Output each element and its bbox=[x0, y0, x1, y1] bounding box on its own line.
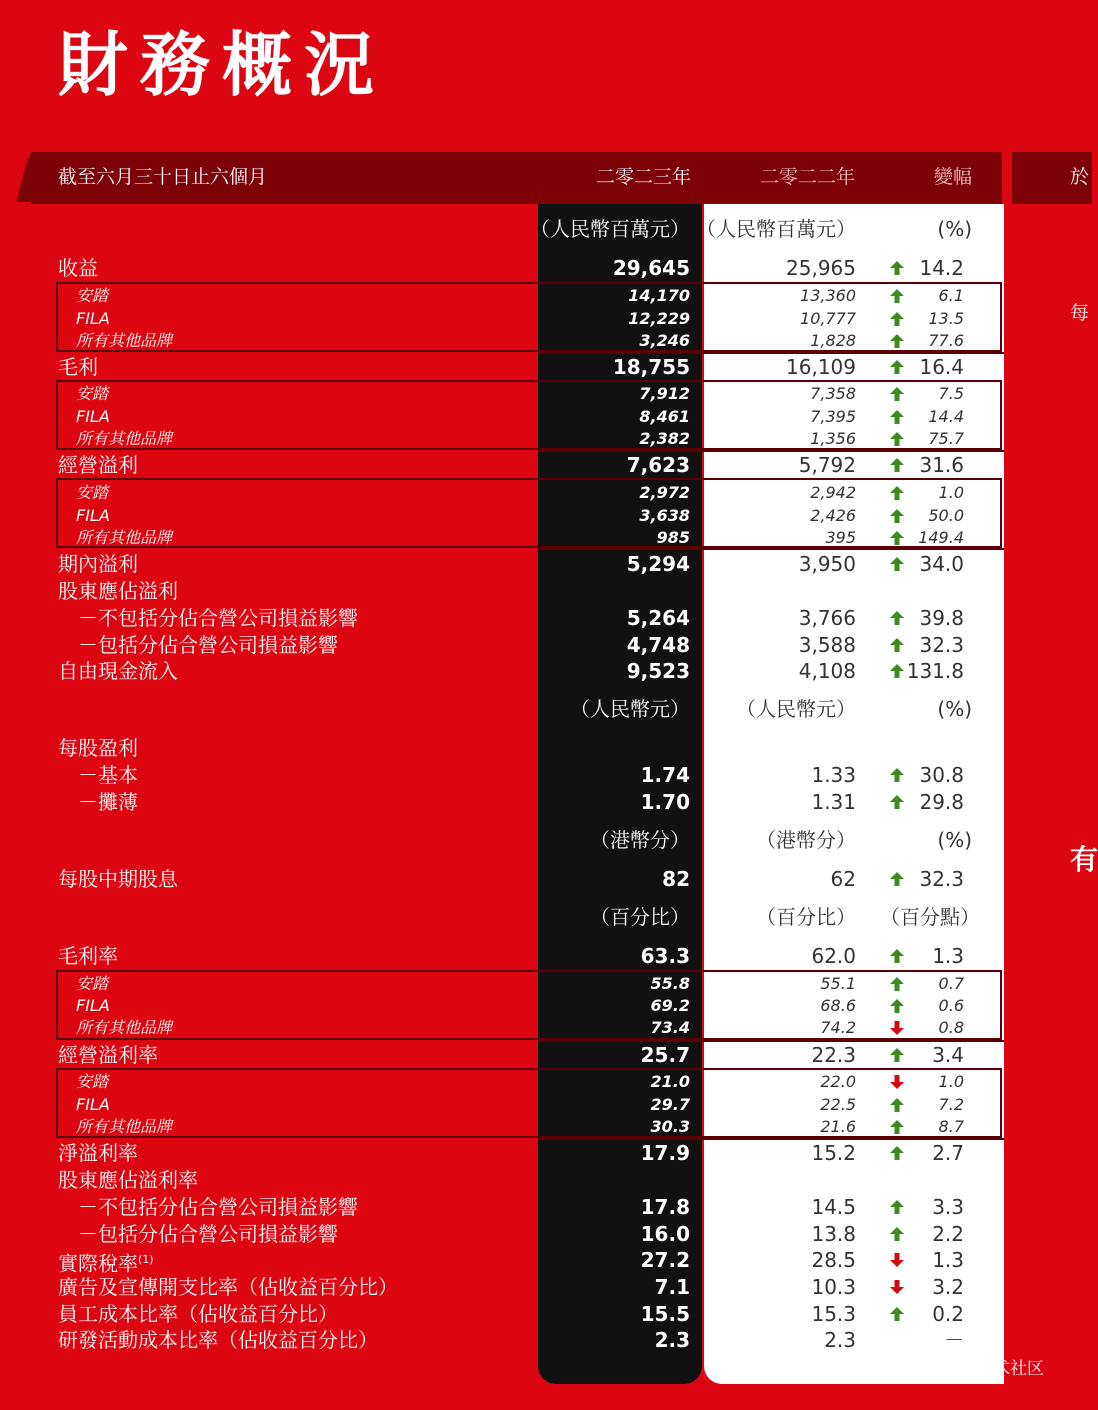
fcf-2023: 9,523 bbox=[626, 659, 690, 683]
revenue-anta-up-arrow-icon bbox=[889, 288, 905, 304]
page-title: 財務概況 bbox=[58, 24, 386, 106]
opm-other-label: 所有其他品牌 bbox=[76, 1117, 173, 1136]
unit-change: (%) bbox=[937, 217, 972, 241]
attrib-excl-label: －不包括分佔合營公司損益影響 bbox=[78, 606, 358, 630]
attrib-excl-up-arrow-icon bbox=[889, 610, 905, 626]
attr-margin-excl-2023: 17.8 bbox=[640, 1195, 690, 1219]
opm-fila-2022: 22.5 bbox=[820, 1095, 856, 1114]
unit-2023-hkc: （港幣分） bbox=[590, 828, 690, 852]
attrib-excl-2023: 5,264 bbox=[626, 606, 690, 630]
revenue-fila-2023: 12,229 bbox=[628, 309, 690, 328]
opm-fila-change: 7.2 bbox=[938, 1095, 964, 1114]
unit-2022-rmb: （人民幣元） bbox=[736, 697, 856, 721]
npm-2022: 15.2 bbox=[811, 1141, 856, 1165]
op-fila-up-arrow-icon bbox=[889, 508, 905, 524]
eps-label: 每股盈利 bbox=[58, 736, 138, 760]
op-2022: 5,792 bbox=[798, 453, 856, 477]
adv-down-arrow-icon bbox=[889, 1279, 905, 1295]
section-separator bbox=[538, 548, 1004, 550]
op-other-up-arrow-icon bbox=[889, 530, 905, 546]
adv-change: 3.2 bbox=[932, 1275, 964, 1299]
revenue-anta-2023: 14,170 bbox=[628, 286, 690, 305]
op-fila-2023: 3,638 bbox=[639, 506, 690, 525]
revenue-change: 14.2 bbox=[919, 256, 964, 280]
dps-up-arrow-icon bbox=[889, 871, 905, 887]
profit-up-arrow-icon bbox=[889, 556, 905, 572]
op-anta-change: 1.0 bbox=[938, 483, 964, 502]
adv-label: 廣告及宣傳開支比率（佔收益百分比） bbox=[58, 1275, 398, 1299]
fcf-2022: 4,108 bbox=[798, 659, 856, 683]
gpm-fila-2023: 69.2 bbox=[650, 996, 690, 1015]
attrib-incl-2022: 3,588 bbox=[798, 633, 856, 657]
fcf-up-arrow-icon bbox=[889, 663, 905, 679]
gpm-other-2023: 73.4 bbox=[650, 1018, 690, 1037]
revenue-other-up-arrow-icon bbox=[889, 333, 905, 349]
opm-other-2023: 30.3 bbox=[650, 1117, 690, 1136]
tax-change: 1.3 bbox=[932, 1248, 964, 1272]
gp-fila-2023: 8,461 bbox=[639, 407, 690, 426]
attr-margin-label: 股東應佔溢利率 bbox=[58, 1168, 198, 1192]
opm-anta-change: 1.0 bbox=[938, 1072, 964, 1091]
op-anta-up-arrow-icon bbox=[889, 485, 905, 501]
fcf-label: 自由現金流入 bbox=[58, 659, 178, 683]
rnd-2023: 2.3 bbox=[654, 1328, 690, 1352]
unit-2022: （人民幣百萬元） bbox=[696, 217, 856, 241]
opm-label: 經營溢利率 bbox=[58, 1043, 158, 1067]
revenue-2023: 29,645 bbox=[612, 256, 690, 280]
op-2023: 7,623 bbox=[626, 453, 690, 477]
op-label: 經營溢利 bbox=[58, 453, 138, 477]
tax-footnote-marker: (1) bbox=[138, 1253, 154, 1266]
eps-basic-up-arrow-icon bbox=[889, 767, 905, 783]
op-other-label: 所有其他品牌 bbox=[76, 528, 173, 547]
gp-2023: 18,755 bbox=[612, 355, 690, 379]
opm-anta-2022: 22.0 bbox=[820, 1072, 856, 1091]
op-other-change: 149.4 bbox=[918, 528, 964, 547]
dps-2022: 62 bbox=[830, 867, 856, 891]
gp-anta-up-arrow-icon bbox=[889, 386, 905, 402]
gpm-2023: 63.3 bbox=[640, 944, 690, 968]
attrib-excl-change: 39.8 bbox=[919, 606, 964, 630]
section-separator bbox=[538, 1040, 1004, 1042]
opm-other-change: 8.7 bbox=[938, 1117, 964, 1136]
staff-2023: 15.5 bbox=[640, 1302, 690, 1326]
opm-2023: 25.7 bbox=[640, 1043, 690, 1067]
gp-other-label: 所有其他品牌 bbox=[76, 429, 173, 448]
revenue-other-2022: 1,828 bbox=[810, 331, 856, 350]
opm-anta-2023: 21.0 bbox=[650, 1072, 690, 1091]
npm-2023: 17.9 bbox=[640, 1141, 690, 1165]
revenue-other-label: 所有其他品牌 bbox=[76, 331, 173, 350]
gp-other-2022: 1,356 bbox=[810, 429, 856, 448]
eps-basic-2023: 1.74 bbox=[640, 763, 690, 787]
opm-2022: 22.3 bbox=[811, 1043, 856, 1067]
attrib-label: 股東應佔溢利 bbox=[58, 579, 178, 603]
gp-anta-2022: 7,358 bbox=[810, 384, 856, 403]
dps-2023: 82 bbox=[662, 867, 690, 891]
op-anta-label: 安踏 bbox=[76, 483, 109, 502]
attr-margin-excl-label: －不包括分佔合營公司損益影響 bbox=[78, 1195, 358, 1219]
eps-diluted-up-arrow-icon bbox=[889, 794, 905, 810]
fcf-change: 131.8 bbox=[906, 659, 964, 683]
opm-change: 3.4 bbox=[932, 1043, 964, 1067]
section-separator bbox=[538, 352, 1004, 354]
unit-2023-rmb: （人民幣元） bbox=[570, 697, 690, 721]
attr-margin-excl-up-arrow-icon bbox=[889, 1199, 905, 1215]
rnd-label: 研發活動成本比率（佔收益百分比） bbox=[58, 1328, 378, 1352]
dps-label: 每股中期股息 bbox=[58, 867, 178, 891]
opm-up-arrow-icon bbox=[889, 1047, 905, 1063]
unit-change-pct: (%) bbox=[937, 697, 972, 721]
gpm-fila-up-arrow-icon bbox=[889, 998, 905, 1014]
revenue-up-arrow-icon bbox=[889, 260, 905, 276]
opm-breakdown-box bbox=[56, 1068, 1002, 1138]
gp-anta-label: 安踏 bbox=[76, 384, 109, 403]
gpm-anta-2023: 55.8 bbox=[650, 974, 690, 993]
opm-anta-down-arrow-icon bbox=[889, 1074, 905, 1090]
header-col-2022: 二零二二年 bbox=[760, 166, 856, 188]
op-other-2022: 395 bbox=[825, 528, 856, 547]
staff-up-arrow-icon bbox=[889, 1306, 905, 1322]
gpm-fila-2022: 68.6 bbox=[820, 996, 856, 1015]
revenue-anta-change: 6.1 bbox=[938, 286, 964, 305]
revenue-fila-2022: 10,777 bbox=[800, 309, 856, 328]
adv-2022: 10.3 bbox=[811, 1275, 856, 1299]
section-separator bbox=[538, 450, 1004, 452]
gpm-anta-label: 安踏 bbox=[76, 974, 109, 993]
npm-change: 2.7 bbox=[932, 1141, 964, 1165]
unit-change-points: （百分點） bbox=[880, 905, 980, 929]
revenue-label: 收益 bbox=[58, 256, 98, 280]
eps-diluted-2023: 1.70 bbox=[640, 790, 690, 814]
gp-fila-2022: 7,395 bbox=[810, 407, 856, 426]
attrib-incl-change: 32.3 bbox=[919, 633, 964, 657]
gpm-other-down-arrow-icon bbox=[889, 1020, 905, 1036]
staff-label: 員工成本比率（佔收益百分比） bbox=[58, 1302, 338, 1326]
unit-change-pct2: (%) bbox=[937, 828, 972, 852]
gpm-2022: 62.0 bbox=[811, 944, 856, 968]
op-other-2023: 985 bbox=[656, 528, 690, 547]
eps-diluted-change: 29.8 bbox=[919, 790, 964, 814]
attrib-excl-2022: 3,766 bbox=[798, 606, 856, 630]
profit-change: 34.0 bbox=[919, 552, 964, 576]
revenue-other-change: 77.6 bbox=[928, 331, 964, 350]
opm-anta-label: 安踏 bbox=[76, 1072, 109, 1091]
opm-other-up-arrow-icon bbox=[889, 1119, 905, 1135]
gp-label: 毛利 bbox=[58, 355, 98, 379]
gp-breakdown-box bbox=[56, 380, 1002, 450]
gp-2022: 16,109 bbox=[786, 355, 856, 379]
rnd-2022: 2.3 bbox=[824, 1328, 856, 1352]
right-cut-1: 每 bbox=[1070, 302, 1090, 324]
gpm-anta-2022: 55.1 bbox=[820, 974, 856, 993]
eps-diluted-label: －攤薄 bbox=[78, 790, 138, 814]
gpm-fila-change: 0.6 bbox=[938, 996, 964, 1015]
op-anta-2023: 2,972 bbox=[639, 483, 690, 502]
eps-diluted-2022: 1.31 bbox=[811, 790, 856, 814]
profit-2023: 5,294 bbox=[626, 552, 690, 576]
gpm-label: 毛利率 bbox=[58, 944, 118, 968]
eps-basic-label: －基本 bbox=[78, 763, 138, 787]
tax-2023: 27.2 bbox=[640, 1248, 690, 1272]
attrib-incl-up-arrow-icon bbox=[889, 637, 905, 653]
gp-fila-change: 14.4 bbox=[928, 407, 964, 426]
revenue-anta-2022: 13,360 bbox=[800, 286, 856, 305]
header-col-2023: 二零二三年 bbox=[596, 166, 692, 188]
gpm-up-arrow-icon bbox=[889, 948, 905, 964]
attrib-incl-2023: 4,748 bbox=[626, 633, 690, 657]
gp-change: 16.4 bbox=[919, 355, 964, 379]
tax-label: 實際稅率$^{(1)}$ bbox=[58, 1251, 154, 1276]
gp-fila-label: FILA bbox=[76, 407, 110, 426]
eps-basic-2022: 1.33 bbox=[811, 763, 856, 787]
gp-anta-change: 7.5 bbox=[938, 384, 964, 403]
attr-margin-incl-2022: 13.8 bbox=[811, 1222, 856, 1246]
op-fila-2022: 2,426 bbox=[810, 506, 856, 525]
attr-margin-excl-2022: 14.5 bbox=[811, 1195, 856, 1219]
gp-fila-up-arrow-icon bbox=[889, 409, 905, 425]
dps-change: 32.3 bbox=[919, 867, 964, 891]
gpm-anta-up-arrow-icon bbox=[889, 976, 905, 992]
unit-2022-percent: （百分比） bbox=[756, 905, 856, 929]
tax-2022: 28.5 bbox=[811, 1248, 856, 1272]
gp-other-2023: 2,382 bbox=[639, 429, 690, 448]
attr-margin-excl-change: 3.3 bbox=[932, 1195, 964, 1219]
gpm-other-label: 所有其他品牌 bbox=[76, 1018, 173, 1037]
eps-basic-change: 30.8 bbox=[919, 763, 964, 787]
gpm-fila-label: FILA bbox=[76, 996, 110, 1015]
attr-margin-incl-up-arrow-icon bbox=[889, 1226, 905, 1242]
revenue-breakdown-box bbox=[56, 282, 1002, 352]
opm-fila-label: FILA bbox=[76, 1095, 110, 1114]
gp-other-up-arrow-icon bbox=[889, 431, 905, 447]
staff-2022: 15.3 bbox=[811, 1302, 856, 1326]
revenue-fila-label: FILA bbox=[76, 309, 110, 328]
section-separator bbox=[538, 1138, 1004, 1140]
gpm-other-change: 0.8 bbox=[938, 1018, 964, 1037]
gp-anta-2023: 7,912 bbox=[639, 384, 690, 403]
op-breakdown-box bbox=[56, 478, 1002, 548]
revenue-fila-change: 13.5 bbox=[928, 309, 964, 328]
profit-label: 期內溢利 bbox=[58, 552, 138, 576]
gpm-anta-change: 0.7 bbox=[938, 974, 964, 993]
header-period: 截至六月三十日止六個月 bbox=[58, 166, 268, 188]
opm-fila-2023: 29.7 bbox=[650, 1095, 690, 1114]
revenue-anta-label: 安踏 bbox=[76, 286, 109, 305]
rnd-change: － bbox=[944, 1328, 964, 1352]
revenue-2022: 25,965 bbox=[786, 256, 856, 280]
op-anta-2022: 2,942 bbox=[810, 483, 856, 502]
attr-margin-incl-change: 2.2 bbox=[932, 1222, 964, 1246]
watermark: @稀土掘金技术社区 bbox=[891, 1359, 1044, 1379]
unit-2022-hkc: （港幣分） bbox=[756, 828, 856, 852]
header-col-change: 變幅 bbox=[934, 166, 973, 188]
right-cut-2: 有 bbox=[1070, 843, 1098, 876]
profit-2022: 3,950 bbox=[798, 552, 856, 576]
revenue-fila-up-arrow-icon bbox=[889, 311, 905, 327]
gp-up-arrow-icon bbox=[889, 359, 905, 375]
unit-2023-percent: （百分比） bbox=[590, 905, 690, 929]
opm-other-2022: 21.6 bbox=[820, 1117, 856, 1136]
gpm-change: 1.3 bbox=[932, 944, 964, 968]
gpm-other-2022: 74.2 bbox=[820, 1018, 856, 1037]
attr-margin-incl-label: －包括分佔合營公司損益影響 bbox=[78, 1222, 338, 1246]
attr-margin-incl-2023: 16.0 bbox=[640, 1222, 690, 1246]
gpm-breakdown-box bbox=[56, 970, 1002, 1040]
op-up-arrow-icon bbox=[889, 457, 905, 473]
op-fila-change: 50.0 bbox=[928, 506, 964, 525]
header-right-cut: 於 bbox=[1070, 166, 1090, 188]
opm-fila-up-arrow-icon bbox=[889, 1097, 905, 1113]
npm-up-arrow-icon bbox=[889, 1145, 905, 1161]
staff-change: 0.2 bbox=[932, 1302, 964, 1326]
op-change: 31.6 bbox=[919, 453, 964, 477]
gp-other-change: 75.7 bbox=[928, 429, 964, 448]
unit-2023: （人民幣百萬元） bbox=[530, 217, 690, 241]
op-fila-label: FILA bbox=[76, 506, 110, 525]
attrib-incl-label: －包括分佔合營公司損益影響 bbox=[78, 633, 338, 657]
tax-down-arrow-icon bbox=[889, 1252, 905, 1268]
adv-2023: 7.1 bbox=[654, 1275, 690, 1299]
npm-label: 淨溢利率 bbox=[58, 1141, 138, 1165]
revenue-other-2023: 3,246 bbox=[639, 331, 690, 350]
